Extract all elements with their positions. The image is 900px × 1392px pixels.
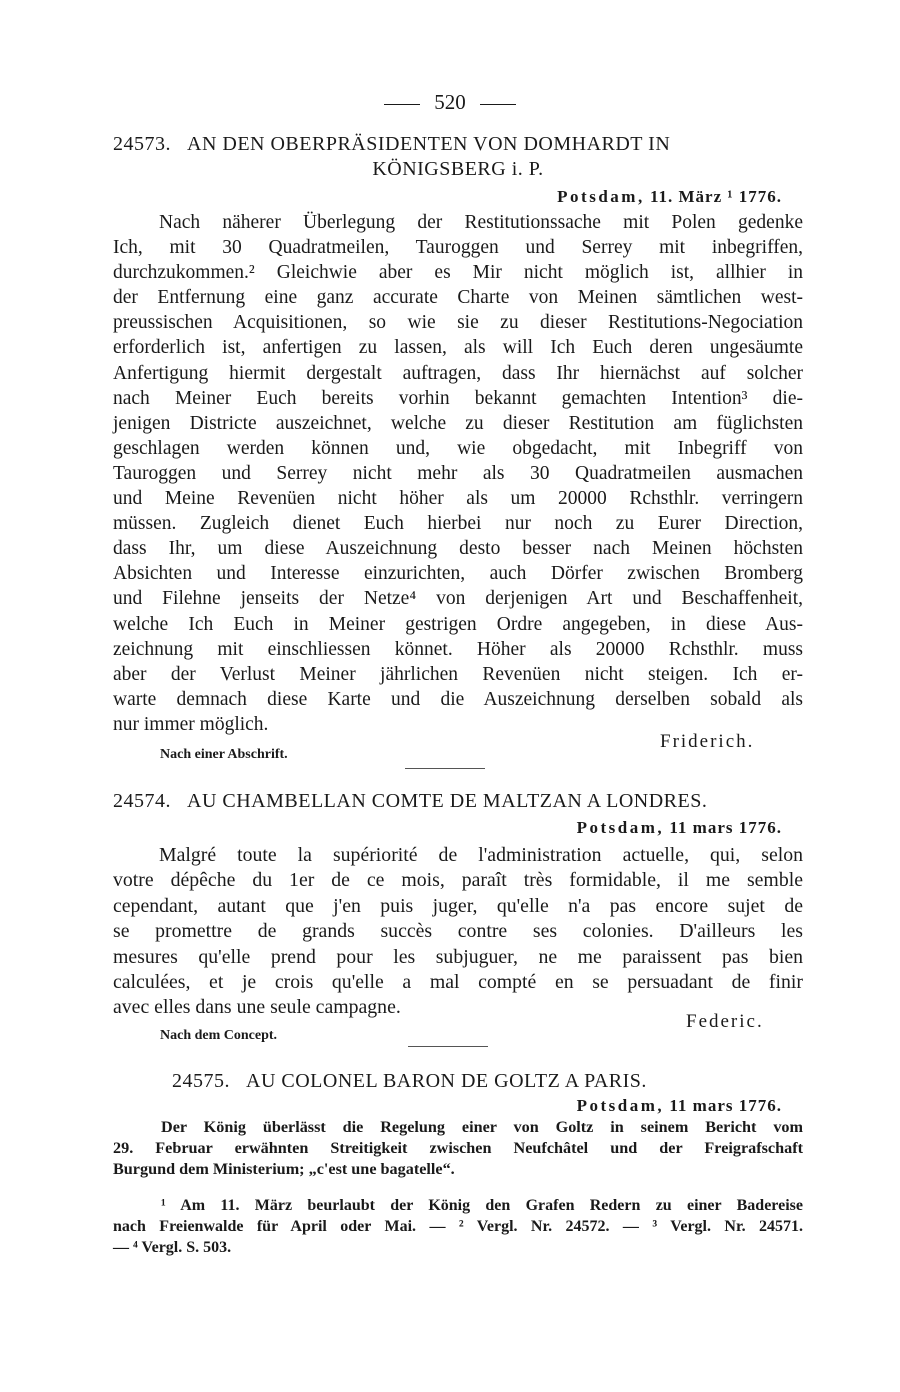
source-note: Nach dem Concept.: [160, 1028, 278, 1043]
letter-dateline: [577, 1096, 782, 1116]
footnote-line: ¹ Am 11. März beurlaubt der König den Grafen Redern zu einer Badereise: [161, 1197, 803, 1214]
letter-recipient: AU COLONEL BARON DE GOLTZ A PARIS.: [246, 1070, 647, 1092]
divider: [384, 104, 420, 105]
text-line: nach Meiner Euch bereits vorhin bekannt gemachten Intention³ die-: [113, 387, 803, 409]
letter-recipient: AU CHAMBELLAN COMTE DE MALTZAN A LONDRES.: [187, 790, 708, 812]
page-number: 520: [434, 90, 466, 114]
letter-number: 24573.: [113, 133, 171, 155]
text-line: calculées, et je crois qu'elle a mal compté en se persuadant de finir: [113, 970, 803, 993]
text-line: Burgund dem Ministerium; „c'est une bagatelle“.: [113, 1160, 455, 1178]
text-line: nur immer möglich.: [113, 713, 269, 735]
text-line: und Meine Revenüen nicht höher als um 20000 Rchsthlr. verringern: [113, 488, 803, 510]
footnote-line: — ⁴ Vergl. S. 503.: [113, 1239, 232, 1256]
letter-body: [113, 843, 803, 1021]
text-line: müssen. Zugleich dienet Euch hierbei nur noch zu Eurer Direction,: [113, 513, 803, 535]
letter-date: 11. März ¹ 1776.: [649, 187, 782, 206]
text-line: Der König überlässt die Regelung einer von Goltz in seinem Bericht vom: [161, 1118, 803, 1136]
text-line: Malgré toute la supériorité de l'administration actuelle, qui, selon: [159, 844, 803, 866]
separator-rule: [405, 768, 485, 769]
letter-heading: [113, 133, 803, 156]
letter-body: [113, 210, 803, 737]
letter-place: Potsdam,: [557, 187, 645, 206]
text-line: 29. Februar erwähnten Streitigkeit zwischen Neufchâtel und der Freigrafschaft: [113, 1139, 803, 1157]
text-line: Ich, mit 30 Quadratmeilen, Tauroggen und Serrey mit inbegriffen,: [113, 237, 803, 259]
signature: Friderich.: [660, 731, 755, 752]
letter-heading: [113, 790, 803, 813]
text-line: Tauroggen und Serrey nicht mehr als 30 Quadratmeilen ausmachen: [113, 462, 803, 484]
letter-date: 11 mars 1776.: [669, 1096, 782, 1115]
letter-recipient: AN DEN OBERPRÄSIDENTEN VON DOMHARDT IN: [187, 133, 671, 155]
footnote-line: nach Freienwalde für April oder Mai. — ² Vergl. Nr. 24572. — ³ Vergl. Nr. 24571.: [113, 1218, 803, 1235]
text-line: warte demnach diese Karte und die Auszeichnung derselben sobald als: [113, 688, 803, 710]
letter-place: Potsdam,: [576, 1096, 665, 1115]
footnotes: [113, 1195, 803, 1258]
letter-dateline: [557, 187, 782, 207]
page-number-line: [0, 90, 900, 115]
text-line: geschlagen werden können und, wie obgedacht, mit Inbegriff von: [113, 437, 803, 459]
signature: Federic.: [686, 1011, 764, 1032]
text-line: und Filehne jenseits der Netze⁴ von derjenigen Art und Beschaffenheit,: [113, 588, 803, 610]
source-note: Nach einer Abschrift.: [160, 747, 288, 762]
text-line: cependant, autant que j'en puis juger, qu'elle n'a pas encore sujet de: [113, 894, 803, 917]
letter-heading: [172, 1070, 792, 1093]
text-line: zeichnung mit einschliessen könnet. Höher als 20000 Rchsthlr. muss: [113, 638, 803, 660]
text-line: erforderlich ist, anfertigen zu lassen, als will Ich Euch deren ungesäumte: [113, 337, 803, 359]
text-line: preussischen Acquisitionen, so wie sie zu dieser Restitutions-Negociation: [113, 312, 803, 334]
separator-rule: [408, 1046, 488, 1047]
text-line: durchzukommen.² Gleichwie aber es Mir nicht möglich ist, allhier in: [113, 262, 803, 284]
letter-place: Potsdam,: [576, 818, 665, 837]
letter-recipient-continued: KÖNIGSBERG i. P.: [372, 158, 544, 180]
text-line: se promettre de grands succès contre ses colonies. D'ailleurs les: [113, 920, 803, 943]
text-line: jenigen Districte auszeichnet, welche zu dieser Restitution am füglichsten: [113, 412, 803, 434]
letter-dateline: [577, 818, 782, 838]
divider: [480, 104, 516, 105]
text-line: mesures qu'elle prend pour les subjuguer, ne me paraissent pas bien: [113, 945, 803, 968]
text-line: aber der Verlust Meiner jährlichen Revenüen nicht steigen. Ich er-: [113, 663, 803, 685]
letter-summary: [113, 1117, 803, 1180]
text-line: votre dépêche du 1er de ce mois, paraît très formidable, il me semble: [113, 869, 803, 892]
letter-date: 11 mars 1776.: [669, 818, 782, 837]
text-line: avec elles dans une seule campagne.: [113, 996, 401, 1019]
letter-number: 24575.: [172, 1070, 230, 1092]
text-line: dass Ihr, um diese Auszeichnung desto besser nach Meinen höchsten: [113, 538, 803, 560]
text-line: Nach näherer Überlegung der Restitutionssache mit Polen gedenke: [159, 212, 803, 233]
text-line: Anfertigung hiermit dergestalt auftragen, dass Ihr hiernächst auf solcher: [113, 362, 803, 384]
letter-number: 24574.: [113, 790, 171, 812]
text-line: welche Ich Euch in Meiner gestrigen Ordre angegeben, in diese Aus-: [113, 613, 803, 635]
text-line: Absichten und Interesse einzurichten, auch Dörfer zwischen Bromberg: [113, 563, 803, 585]
text-line: der Entfernung eine ganz accurate Charte von Meinen sämtlichen west-: [113, 287, 803, 309]
